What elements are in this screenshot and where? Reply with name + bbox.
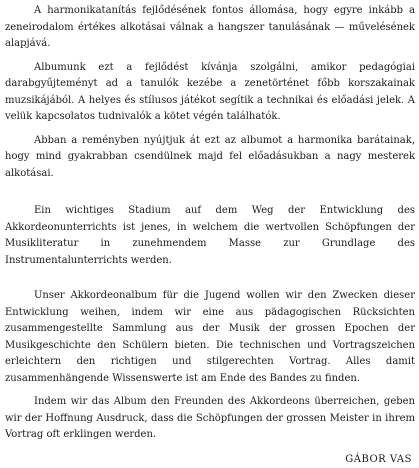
german-paragraph-1: Ein wichtiges Stadium auf dem Weg der Entwicklung des Akkordeonunterrichts ist jenes, in welchem die wertvollen Schöpfungen der Musikliteratur in zunehmendem Masse zur Grundlage des Instrumentalunterrichts werden. [5,203,415,269]
german-paragraph-2: Unser Akkordeonalbum für die Jugend wollen wir den Zwecken dieser Entwicklung weihen, indem wir eine aus pädagogischen Rücksichten zusammengestellte Sammlung aus der Musik der grossen Epochen der Musikgeschichte den Schülern bieten. Die technischen und Vortragszeichen erleichtern den richtigen und stilgerechten Vortrag. Alles damit zusammenhängende Wissenswerte ist am Ende des Bandes zu finden. [5,288,415,387]
hungarian-paragraph-3: Abban a reményben nyújtjuk át ezt az albumot a harmonika barátainak, hogy mind gyakrabban csendülnek majd fel előadásukban a nagy mesterek alkotásai. [5,133,415,183]
author-signature: GÁBOR VAS [5,452,412,468]
preface-page [5,3,415,468]
hungarian-paragraph-2: Albumunk ezt a fejlődést kívánja szolgálni, amikor pedagógiai darabgyűjteményt ad a tanulók kezébe a zenetörténet főbb korszakainak muzsikájából. A helyes és stílusos játékot segítik a technikai és előadási jelek. A velük kapcsolatos tudnivalók a kötet végén találhatók. [5,60,415,126]
hungarian-paragraph-1: A harmonikatanítás fejlődésének fontos állomása, hogy egyre inkább a zeneirodalom értékes alkotásai válnak a hangszer tanulásának — művelésének alapjává. [5,3,415,53]
german-paragraph-3: Indem wir das Album den Freunden des Akkordeons überreichen, geben wir der Hoffnung Ausdruck, dass die Schöpfungen der grossen Meister in ihrem Vortrag oft erklingen werden. [5,394,415,444]
